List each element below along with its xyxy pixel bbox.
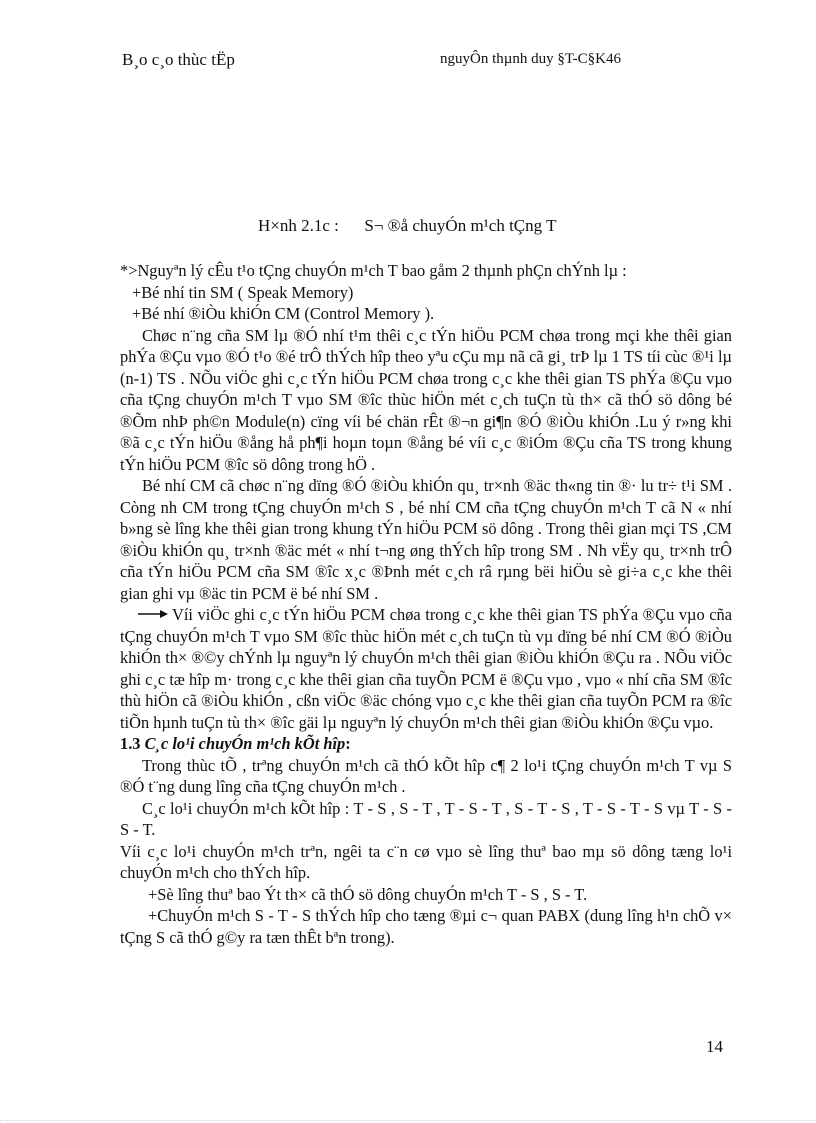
figure-caption: H×nh 2.1c : S¬ ®å chuyÓn m¹ch tÇng T [258, 216, 557, 235]
section-title: C¸c lo¹i chuyÓn m¹ch kÕt hîp [144, 734, 346, 753]
paragraph-arrow-text: Víi viÖc ghi c¸c tÝn hiÖu PCM chøa trong c¸c khe thêi gian TS phÝa ®Çu vµo cña tÇng chuyÓn m¹ch T vµo SM ®îc thùc hiÖn mét c¸ch tuÇn tù vµ dïng bé nhí CM ®Ó ®iÒu khiÓn th× ®©y chÝnh lµ nguyªn lý chuyÓn m¹ch thêi gian ®iÒu khiÓn ®Çu ra . NÕu viÖc ghi c¸c tæ hîp m· trong c¸c khe thêi gian cña tuyÕn PCM ë ®Çu vµo , vµo « nhí cña SM ®îc thù hiÖn cã ®iÒu khiÓn , cßn viÖc ®äc chóng vµo c¸c khe thêi gian cña tuyÕn PCM ra ®îc tiÕn hµnh tuÇn tù th× ®îc gäi lµ nguyªn lý chuyÓn m¹ch thêi gian ®iÒu khiÓn ®Çu vµo. [120, 605, 732, 732]
section-number: 1.3 [120, 734, 141, 753]
arrow-right-icon [138, 609, 168, 619]
header-right: nguyÔn thµnh duy §T-C§K46 [440, 51, 622, 67]
paragraph-sm-function: Chøc n¨ng cña SM lµ ®Ó nhí t¹m thêi c¸c tÝn hiÖu PCM chøa trong mçi khe thêi gian phÝa ®Çu vµo ®Ó t¹o ®é trÔ thÝch hîp theo yªu cÇu mµ nã cã gi¸ trÞ lµ 1 TS tíi cùc ®¹i lµ (n-1) TS . NÕu viÖc ghi c¸c tÝn hiÖu PCM chøa trong c¸c khe thêi gian TS phÝa ®Çu vµo cña tÇng chuyÓn m¹ch T vµo SM ®îc thùc hiÖn mét c¸ch tuÇn tù th× cã thÓ sö dông bé ®Õm nhÞ ph©n Module(n) cïng víi bé chän rÊt ®¬n gi¶n ®Ó ®iÒu khiÓn .Lu ý r»ng khi ®ã c¸c tÝn hiÖu ®ång hå ph¶i hoµn toµn ®ång bé víi c¸c ®iÓm ®Çu cña TS trong khung tÝn hiÖu PCM ®îc sö dông trong hÖ . [120, 325, 732, 474]
page-number: 14 [706, 1037, 723, 1056]
body-text [120, 260, 732, 948]
paragraph-sts: +ChuyÓn m¹ch S - T - S thÝch hîp cho tæng ®µi c¬ quan PABX (dung lîng h¹n chÕ v× tÇng S cã thÓ g©y ra tæn thÊt bªn trong). [120, 906, 732, 947]
paragraph-sm: +Bé nhí tin SM ( Speak Memory) [132, 282, 354, 302]
paragraph-arrow [120, 604, 732, 733]
paragraph-cm-function: Bé nhí CM cã chøc n¨ng dïng ®Ó ®iÒu khiÓn qu¸ tr×nh ®äc th«ng tin ®· lu tr÷ t¹i SM . Còng nh CM trong tÇng chuyÓn m¹ch S , bé nhí CM cña tÇng chuyÓn m¹ch T cã N « nhí b»ng sè lîng khe thêi gian trong khung tÝn hiÖu PCM sö dông . Trong thêi gian mçi TS ,CM ®iÒu khiÓn qu¸ tr×nh ®äc mét « nhí t¬ng øng thÝch hîp trong SM . Nh vËy qu¸ tr×nh trÔ cña tÝn hiÖu PCM cña SM ®îc x¸c ®Þnh mét c¸ch râ rµng bëi hiÖu sè gi÷a c¸c khe thêi gian ghi vµ ®äc tin PCM ë bé nhí SM . [120, 476, 732, 603]
paragraph-types: C¸c lo¹i chuyÓn m¹ch kÕt hîp : T - S , S - T , T - S - T , S - T - S , T - S - T - S vµ T - S - S - T. [120, 798, 732, 839]
paragraph-cm: +Bé nhí ®iÒu khiÓn CM (Control Memory ). [132, 304, 435, 323]
section-heading [120, 733, 732, 755]
paragraph-selection: Víi c¸c lo¹i chuyÓn m¹ch trªn, ngêi ta c¨n cø vµo sè lîng thuª bao mµ sö dông tæng lo¹i chuyÓn m¹ch cho thÝch hîp. [120, 841, 732, 882]
paragraph-principle: *>Nguyªn lý cÊu t¹o tÇng chuyÓn m¹ch T bao gåm 2 thµnh phÇn chÝnh lµ : [120, 261, 627, 280]
paragraph-few-subscribers: +Sè lîng thuª bao Ýt th× cã thÓ sö dông chuyÓn m¹ch T - S , S - T. [148, 884, 588, 904]
section-colon: : [345, 734, 351, 753]
page-bottom-divider [0, 1120, 816, 1121]
paragraph-practice: Trong thùc tÕ , trªng chuyÓn m¹ch cã thÓ kÕt hîp c¶ 2 lo¹i tÇng chuyÓn m¹ch T vµ S ®Ó t¨ng dung lîng cña tÇng chuyÓn m¹ch . [120, 755, 732, 796]
header-left: B¸o c¸o thùc tËp [122, 50, 235, 69]
